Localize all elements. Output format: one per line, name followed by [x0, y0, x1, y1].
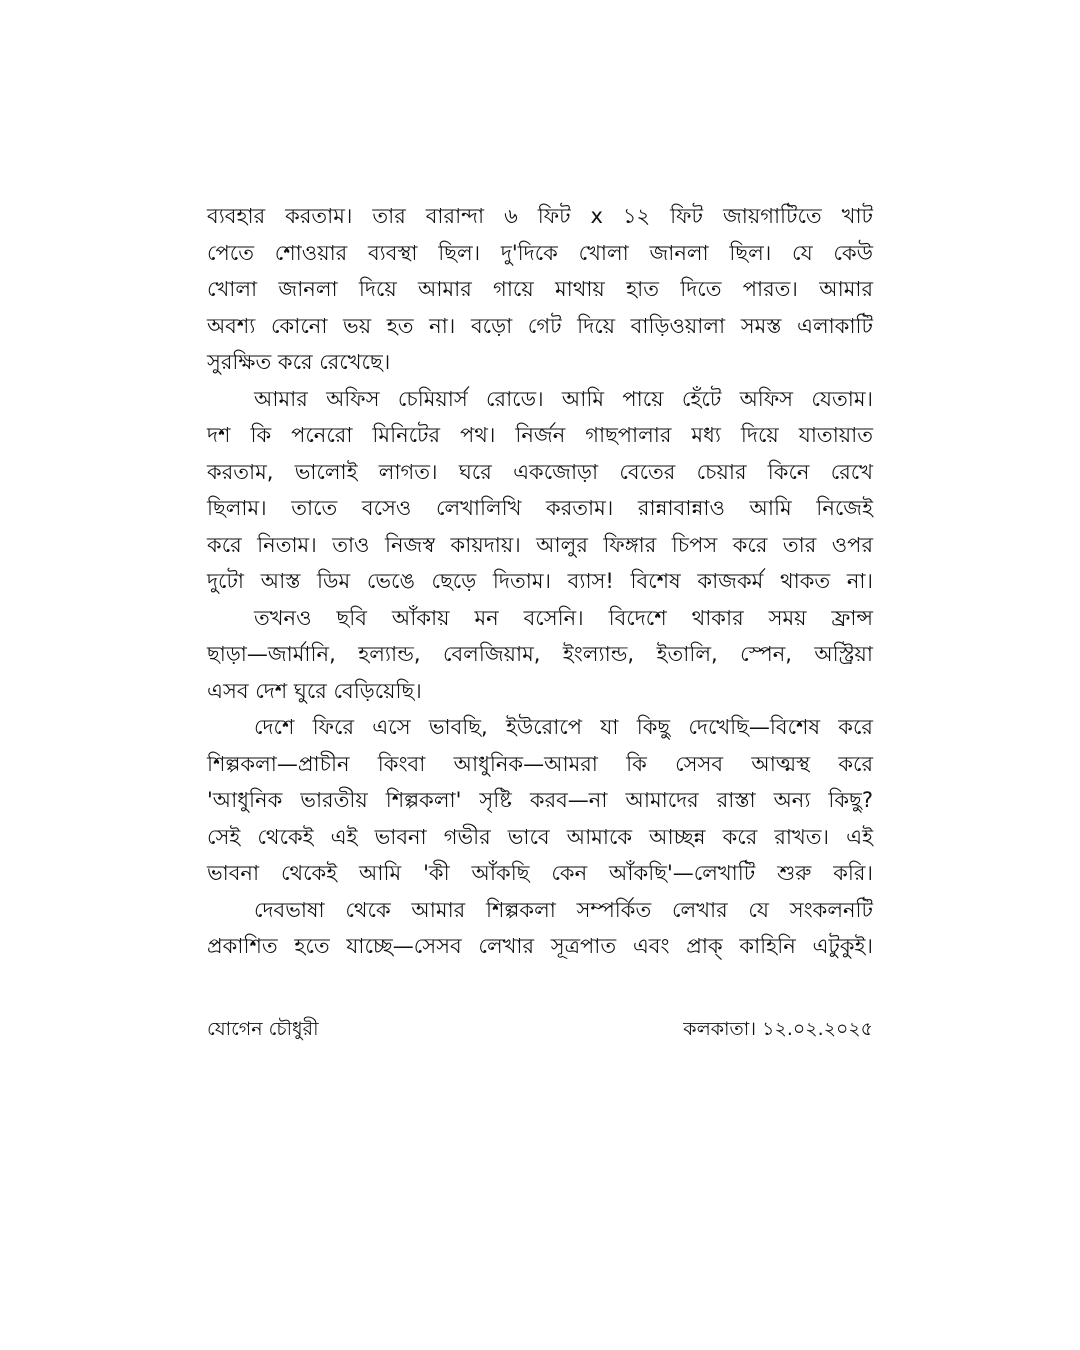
paragraph-2	[207, 381, 873, 600]
signature-row	[207, 1016, 873, 1042]
text-line: ছিলাম। তাতে বসেও লেখালিখি করতাম। রান্নাবান্নাও আমি নিজেই	[207, 496, 873, 520]
text-line: খোলা জানলা দিয়ে আমার গায়ে মাথায় হাত দিতে পারত। আমার	[207, 277, 873, 301]
document-page	[207, 198, 873, 965]
text-line: প্রকাশিত হতে যাচ্ছে—সেসব লেখার সূত্রপাত এবং প্রাক্ কাহিনি এটুকুই।	[207, 934, 873, 958]
text-line: শিল্পকলা—প্রাচীন কিংবা আধুনিক—আমরা কি সেসব আত্মস্থ করে	[207, 751, 873, 776]
text-line: এসব দেশ ঘুরে বেড়িয়েছি।	[207, 678, 422, 703]
text-line: দেবভাষা থেকে আমার শিল্পকলা সম্পর্কিত লেখার যে সংকলনটি	[254, 897, 873, 922]
text-line: ছাড়া—জার্মানি, হল্যান্ড, বেলজিয়াম, ইংল্যান্ড, ইতালি, স্পেন, অস্ট্রিয়া	[207, 642, 873, 666]
place-and-date: কলকাতা। ১২.০২.২০২৫	[683, 1018, 873, 1040]
author-name: যোগেন চৌধুরী	[207, 1018, 319, 1040]
text-line: অবশ্য কোনো ভয় হত না। বড়ো গেট দিয়ে বাড়িওয়ালা সমস্ত এলাকাটি	[207, 313, 873, 338]
text-line: দেশে ফিরে এসে ভাবছি, ইউরোপে যা কিছু দেখেছি—বিশেষ করে	[254, 715, 873, 739]
paragraph-4	[207, 709, 873, 892]
text-line: ব্যবহার করতাম। তার বারান্দা ৬ ফিট x ১২ ফিট জায়গাটিতে খাট	[207, 204, 873, 228]
paragraph-5	[207, 892, 873, 965]
text-line: সুরক্ষিত করে রেখেছে।	[207, 350, 391, 374]
text-line: করতাম, ভালোই লাগত। ঘরে একজোড়া বেতের চেয়ার কিনে রেখে	[207, 459, 873, 484]
text-line: সেই থেকেই এই ভাবনা গভীর ভাবে আমাকে আচ্ছন্ন করে রাখত। এই	[207, 824, 873, 849]
paragraph-3	[207, 600, 873, 710]
text-line: পেতে শোওয়ার ব্যবস্থা ছিল। দু'দিকে খোলা জানলা ছিল। যে কেউ	[207, 240, 873, 265]
text-line: করে নিতাম। তাও নিজস্ব কায়দায়। আলুর ফিঙ্গার চিপস করে তার ওপর	[207, 532, 873, 557]
text-line: 'আধুনিক ভারতীয় শিল্পকলা' সৃষ্টি করব—না আমাদের রাস্তা অন্য কিছু?	[207, 788, 873, 812]
text-line: ভাবনা থেকেই আমি 'কী আঁকছি কেন আঁকছি'—লেখাটি শুরু করি।	[207, 861, 873, 885]
text-line: দুটো আস্ত ডিম ভেঙে ছেড়ে দিতাম। ব্যাস! বিশেষ কাজকর্ম থাকত না।	[207, 569, 873, 593]
text-line: দশ কি পনেরো মিনিটের পথ। নির্জন গাছপালার মধ্য দিয়ে যাতায়াত	[207, 423, 873, 447]
text-line: তখনও ছবি আঁকায় মন বসেনি। বিদেশে থাকার সময় ফ্রান্স	[254, 605, 873, 630]
text-line: আমার অফিস চেমিয়ার্স রোডে। আমি পায়ে হেঁটে অফিস যেতাম।	[254, 386, 873, 411]
paragraph-1	[207, 198, 873, 381]
